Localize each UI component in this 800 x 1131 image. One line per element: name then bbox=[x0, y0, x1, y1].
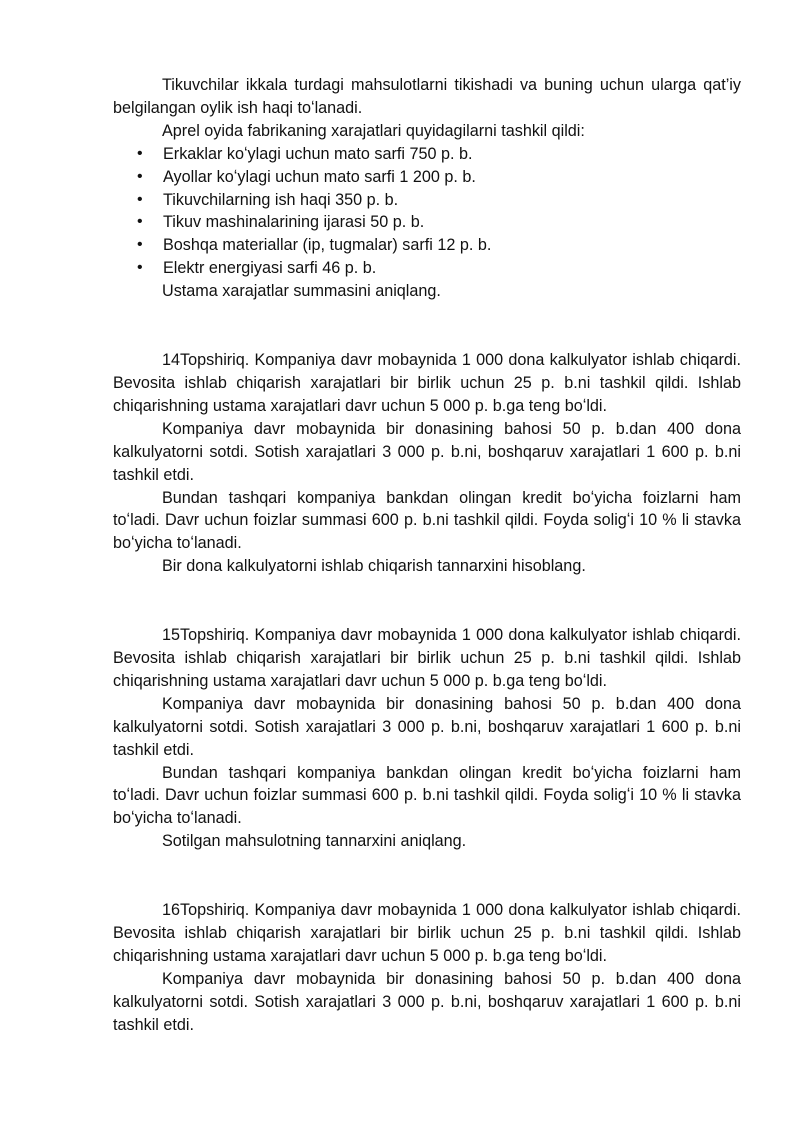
task-15-question: Sotilgan mahsulotning tannarxini aniqlang. bbox=[162, 832, 467, 851]
task-16-section bbox=[113, 899, 741, 1036]
task-15-paragraph-2: Kompaniya davr mobaynida bir donasining bahosi 50 p. b.dan 400 dona kalkulyatorni sotdi. Sotish xarajatlari 3 000 p. b.ni, boshqaruv xarajatlari 1 600 p. b.ni tashkil etdi. bbox=[113, 694, 741, 759]
intro-question: Ustama xarajatlar summasini aniqlang. bbox=[162, 282, 441, 301]
task-14-paragraph-1: 14Topshiriq. Kompaniya davr mobaynida 1 000 dona kalkulyator ishlab chiqardi. Bevosita ishlab chiqarish xarajatlari bir birlik uchun 25 p. b.ni tashkil qildi. Ishlab chiqarishning ustama xarajatlari davr uchun 5 000 p. b.ga teng boʻldi. bbox=[113, 351, 741, 415]
intro-paragraph-1: Tikuvchilar ikkala turdagi mahsulotlarni tikishadi va buning uchun ularga qat’iy belgilangan oylik ish haqi toʻlanadi. bbox=[113, 76, 741, 117]
list-item: • Boshqa materiallar (ip, tugmalar) sarfi 12 p. b. bbox=[113, 234, 741, 257]
list-item: • Tikuvchilarning ish haqi 350 p. b. bbox=[113, 189, 741, 212]
task-14-paragraph-3: Bundan tashqari kompaniya bankdan olingan kredit boʻyicha foizlarni ham toʻladi. Davr uchun foizlar summasi 600 p. b.ni tashkil qildi. Foyda soligʻi 10 % li stavka boʻyicha toʻlanadi. bbox=[113, 488, 741, 553]
task-16-paragraph-1: 16Topshiriq. Kompaniya davr mobaynida 1 000 dona kalkulyator ishlab chiqardi. Bevosita ishlab chiqarish xarajatlari bir birlik uchun 25 p. b.ni tashkil qildi. Ishlab chiqarishning ustama xarajatlari davr uchun 5 000 p. b.ga teng boʻldi. bbox=[113, 901, 741, 965]
section-spacer bbox=[113, 853, 741, 899]
task-15-section bbox=[113, 624, 741, 853]
list-item: • Elektr energiyasi sarfi 46 p. b. bbox=[113, 257, 741, 280]
task-15-paragraph-1: 15Topshiriq. Kompaniya davr mobaynida 1 000 dona kalkulyator ishlab chiqardi. Bevosita ishlab chiqarish xarajatlari bir birlik uchun 25 p. b.ni tashkil qildi. Ishlab chiqarishning ustama xarajatlari davr uchun 5 000 p. b.ga teng boʻldi. bbox=[113, 626, 741, 690]
list-item: • Ayollar koʻylagi uchun mato sarfi 1 200 p. b. bbox=[113, 166, 741, 189]
task-14-section bbox=[113, 349, 741, 578]
document-page bbox=[113, 74, 741, 1037]
task-14-question: Bir dona kalkulyatorni ishlab chiqarish tannarxini hisoblang. bbox=[162, 557, 586, 576]
intro-paragraph-2: Aprel oyida fabrikaning xarajatlari quyidagilarni tashkil qildi: bbox=[162, 121, 585, 140]
section-spacer bbox=[113, 578, 741, 624]
task-16-paragraph-2: Kompaniya davr mobaynida bir donasining bahosi 50 p. b.dan 400 dona kalkulyatorni sotdi. Sotish xarajatlari 3 000 p. b.ni, boshqaruv xarajatlari 1 600 p. b.ni tashkil etdi. bbox=[113, 969, 741, 1034]
task-14-paragraph-2: Kompaniya davr mobaynida bir donasining bahosi 50 p. b.dan 400 dona kalkulyatorni sotdi. Sotish xarajatlari 3 000 p. b.ni, boshqaruv xarajatlari 1 600 p. b.ni tashkil etdi. bbox=[113, 419, 741, 484]
section-spacer bbox=[113, 303, 741, 349]
intro-section bbox=[113, 74, 741, 303]
task-15-paragraph-3: Bundan tashqari kompaniya bankdan olingan kredit boʻyicha foizlarni ham toʻladi. Davr uchun foizlar summasi 600 p. b.ni tashkil qildi. Foyda soligʻi 10 % li stavka boʻyicha toʻlanadi. bbox=[113, 763, 741, 828]
expense-list bbox=[113, 143, 741, 280]
list-item: • Tikuv mashinalarining ijarasi 50 p. b. bbox=[113, 211, 741, 234]
list-item: • Erkaklar koʻylagi uchun mato sarfi 750 p. b. bbox=[113, 143, 741, 166]
